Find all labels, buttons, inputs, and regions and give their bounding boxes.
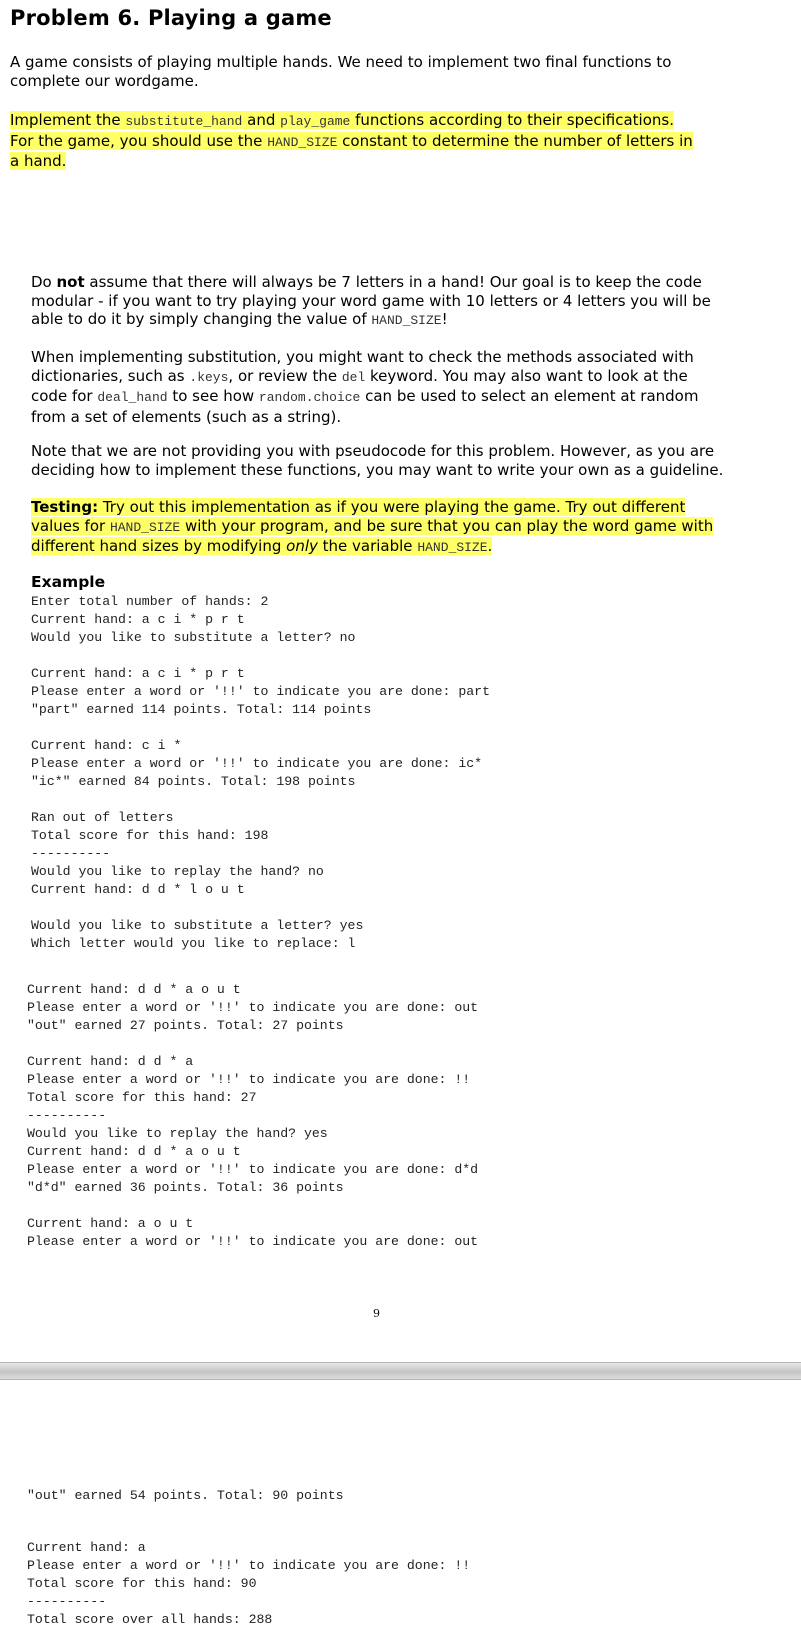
- code-hand-size: HAND_SIZE: [371, 313, 442, 328]
- example-output-block-4: Current hand: a Please enter a word or '!!' to indicate you are done: !! Total score for this hand: 90 ---------- Total score over all hands: 288: [27, 1540, 471, 1627]
- code-keys: .keys: [189, 369, 229, 385]
- code-hand-size: HAND_SIZE: [109, 519, 181, 535]
- testing-label: Testing:: [31, 498, 99, 516]
- substitution-paragraph: When implementing substitution, you might want to check the methods associated with dictionaries, such as .keys, or review the del keyword. You may also want to look at the code for deal_hand to see how random.choice can be used to select an element at random from a set of elements (such as a string).: [31, 348, 699, 426]
- code-play-game: play_game: [280, 114, 351, 129]
- assume-paragraph: Do not assume that there will always be 7 letters in a hand! Our goal is to keep the code modular - if you want to try playing your word game with 10 letters or 4 letters you will be able to do it by simply changing the value of HAND_SIZE!: [31, 273, 711, 328]
- note-paragraph: Note that we are not providing you with pseudocode for this problem. However, as you are deciding how to implement these functions, you may want to write your own as a guideline.: [31, 442, 724, 479]
- code-hand-size: HAND_SIZE: [267, 134, 338, 150]
- code-del: del: [341, 369, 366, 385]
- example-heading: Example: [31, 573, 106, 591]
- example-output-block-3: "out" earned 54 points. Total: 90 points: [27, 1488, 344, 1503]
- intro-paragraph: [10, 53, 671, 90]
- task-paragraph: Implement the substitute_hand and play_game functions according to their specifications. For the game, you should use the HAND_SIZE constant to determine the number of letters in a hand.: [10, 111, 693, 170]
- intro-line-1: A game consists of playing multiple hands. We need to implement two final functions to: [10, 53, 672, 71]
- code-substitute-hand: substitute_hand: [125, 114, 243, 129]
- intro-line-2: complete our wordgame.: [10, 71, 199, 90]
- code-random-choice: random.choice: [258, 390, 361, 405]
- page-title: Problem 6. Playing a game: [10, 6, 332, 30]
- code-hand-size: HAND_SIZE: [417, 540, 488, 555]
- code-deal-hand: deal_hand: [97, 390, 168, 405]
- testing-paragraph: Testing: Try out this implementation as if you were playing the game. Try out different values for HAND_SIZE with your program, and be sure that you can play the word game with different hand sizes by modifying only the variable HAND_SIZE.: [31, 498, 714, 555]
- example-output-block-1: Enter total number of hands: 2 Current hand: a c i * p r t Would you like to substitute a letter? no Current hand: a c i * p r t Please enter a word or '!!' to indicate you are done: part "part" earned 114 points. Total: 114 points Current hand: c i * Please enter a word or '!!' to indicate you are done: ic* "ic*" earned 84 points. Total: 198 points Ran out of letters Total score for this hand: 198 ---------- Would you like to replay the hand? no Current hand: d d * l o u t Would you like to substitute a letter? yes Which letter would you like to replace: l: [31, 594, 490, 951]
- page-number: 9: [373, 1307, 380, 1320]
- page-break-divider: [0, 1362, 801, 1380]
- example-output-block-2: Current hand: d d * a o u t Please enter a word or '!!' to indicate you are done: out "out" earned 27 points. Total: 27 points Current hand: d d * a Please enter a word or '!!' to indicate you are done: !! Total score for this hand: 27 ---------- Would you like to replay the hand? yes Current hand: d d * a o u t Please enter a word or '!!' to indicate you are done: d*d "d*d" earned 36 points. Total: 36 points Current hand: a o u t Please enter a word or '!!' to indicate you are done: out: [27, 982, 479, 1249]
